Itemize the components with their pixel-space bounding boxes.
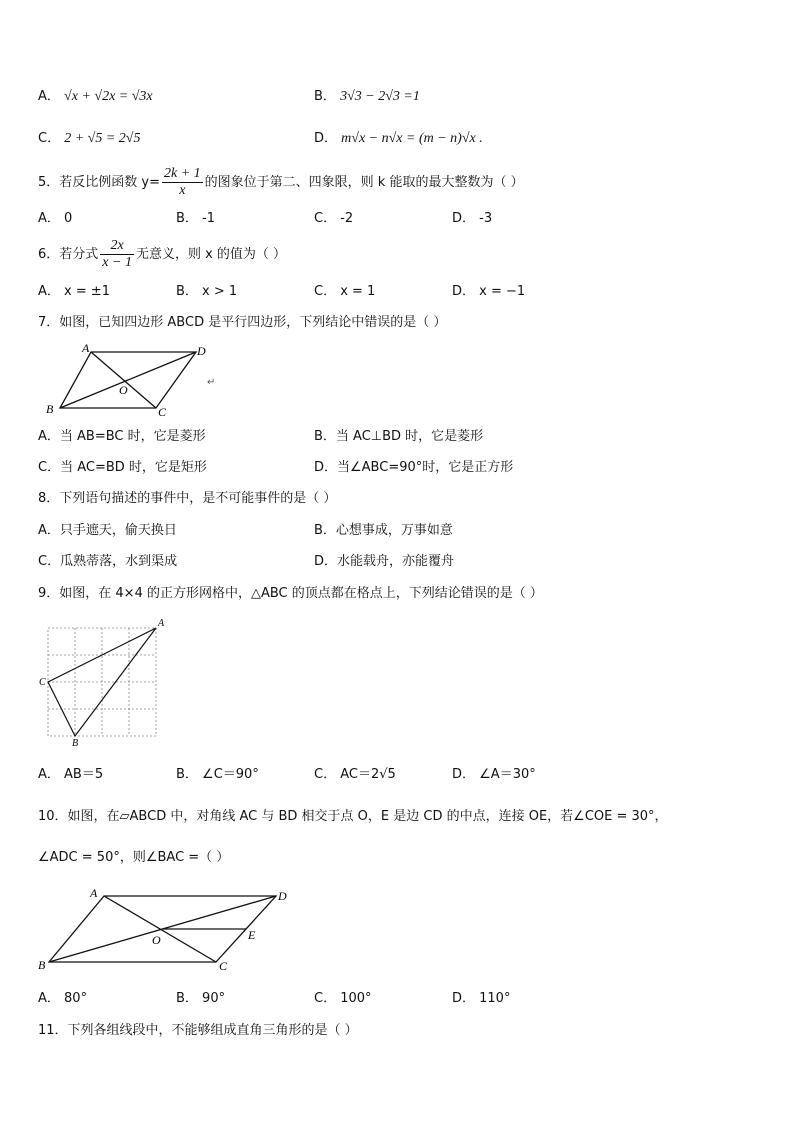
q7-label-b: B — [46, 402, 54, 416]
q4-option-b-expr: 3√3 − 2√3 =1 — [340, 89, 420, 104]
q4-option-d-label: D． — [314, 131, 338, 146]
q10-option-b: B． 90° — [176, 991, 226, 1006]
q6-option-a: A． x = ±1 — [38, 284, 111, 299]
q7-option-d: D．当∠ABC=90°时，它是正方形 — [314, 460, 514, 475]
q9-option-b: B． ∠C＝90° — [176, 767, 259, 782]
q5-stem-post: 的图象位于第二、四象限，则 k 能取的最大整数为（ ） — [204, 175, 524, 190]
q10-label-d: D — [278, 889, 287, 903]
q9-grid-figure — [38, 616, 178, 746]
q4-option-a — [38, 88, 153, 106]
q8-option-b: B．心想事成，万事如意 — [314, 523, 453, 538]
q9-stem: 9．如图，在 4×4 的正方形网格中，△ABC 的顶点都在格点上，下列结论错误的是（ ） — [38, 586, 543, 601]
q8-option-a: A．只手遮天，偷天换日 — [38, 523, 177, 538]
q10-parallelogram-figure — [30, 880, 300, 975]
q4-option-c-label: C． — [38, 131, 61, 146]
q6-frac-den: x − 1 — [102, 255, 132, 270]
q7-stem: 7．如图，已知四边形 ABCD 是平行四边形，下列结论中错误的是（ ） — [38, 315, 447, 330]
q6-stem — [38, 238, 286, 272]
q7-label-a: A — [82, 341, 90, 355]
q5-option-c: C． -2 — [314, 211, 354, 226]
q10-option-a: A． 80° — [38, 991, 88, 1006]
q10-stem-line2: ∠ADC = 50°，则∠BAC =（ ） — [38, 850, 230, 865]
q10-option-c: C． 100° — [314, 991, 372, 1006]
q9-option-d: D． ∠A＝30° — [452, 767, 536, 782]
q6-frac-num: 2x — [100, 238, 134, 255]
q7-option-a: A．当 AB=BC 时，它是菱形 — [38, 429, 206, 444]
q10-label-b: B — [38, 958, 46, 972]
q4-option-b — [314, 88, 420, 106]
q10-label-a: A — [90, 886, 98, 900]
q4-option-a-label: A． — [38, 89, 60, 104]
q4-option-d-expr: m√x − n√x = (m − n)√x . — [341, 131, 483, 146]
q4-option-d — [314, 130, 483, 148]
q10-option-d: D． 110° — [452, 991, 511, 1006]
q7-label-c: C — [158, 405, 167, 419]
q9-label-c: C — [39, 677, 46, 688]
q10-label-c: C — [219, 959, 228, 973]
q6-fraction — [100, 238, 134, 271]
q8-stem: 8．下列语句描述的事件中，是不可能事件的是（ ） — [38, 491, 337, 506]
q10-stem-line1: 10．如图，在▱ABCD 中，对角线 AC 与 BD 相交于点 O，E 是边 CD 的中点，连接 OE，若∠COE = 30°， — [38, 809, 668, 824]
q6-option-d: D． x = −1 — [452, 284, 526, 299]
q7-parallelogram-figure — [40, 340, 220, 420]
q9-option-a: A． AB＝5 — [38, 767, 104, 782]
q5-frac-num: 2k + 1 — [164, 166, 201, 181]
q8-option-d: D．水能载舟，亦能覆舟 — [314, 554, 455, 569]
q10-label-o: O — [152, 933, 161, 947]
q6-option-c: C． x = 1 — [314, 284, 376, 299]
q5-option-d: D． -3 — [452, 211, 493, 226]
q5-fraction — [162, 166, 203, 199]
q5-option-a: A． 0 — [38, 211, 73, 226]
q9-label-b: B — [72, 738, 79, 746]
q11-stem: 11．下列各组线段中，不能够组成直角三角形的是（ ） — [38, 1023, 358, 1038]
q9-option-c: C． AC＝2√5 — [314, 767, 396, 782]
q7-option-b: B．当 AC⊥BD 时，它是菱形 — [314, 429, 484, 444]
q7-option-c: C．当 AC=BD 时，它是矩形 — [38, 460, 207, 475]
q4-option-c — [38, 130, 140, 148]
q6-stem-pre: 6．若分式 — [38, 247, 99, 262]
q7-label-d: D — [197, 344, 206, 358]
q5-stem-pre: 5．若反比例函数 y= — [38, 175, 160, 190]
q4-option-a-expr: √x + √2x = √3x — [64, 89, 153, 104]
q6-stem-post: 无意义，则 x 的值为（ ） — [135, 247, 287, 262]
q7-label-o: O — [119, 383, 128, 397]
q6-option-b: B． x > 1 — [176, 284, 238, 299]
q8-option-c: C．瓜熟蒂落，水到渠成 — [38, 554, 178, 569]
q5-option-b: B． -1 — [176, 211, 216, 226]
q9-label-a: A — [158, 618, 165, 629]
q4-option-c-expr: 2 + √5 = 2√5 — [64, 131, 141, 146]
q5-stem — [38, 166, 524, 200]
q4-option-b-label: B． — [314, 89, 336, 104]
q10-label-e: E — [248, 928, 256, 942]
q7-return-mark: ↵ — [207, 377, 216, 388]
q5-frac-den: x — [179, 183, 186, 198]
